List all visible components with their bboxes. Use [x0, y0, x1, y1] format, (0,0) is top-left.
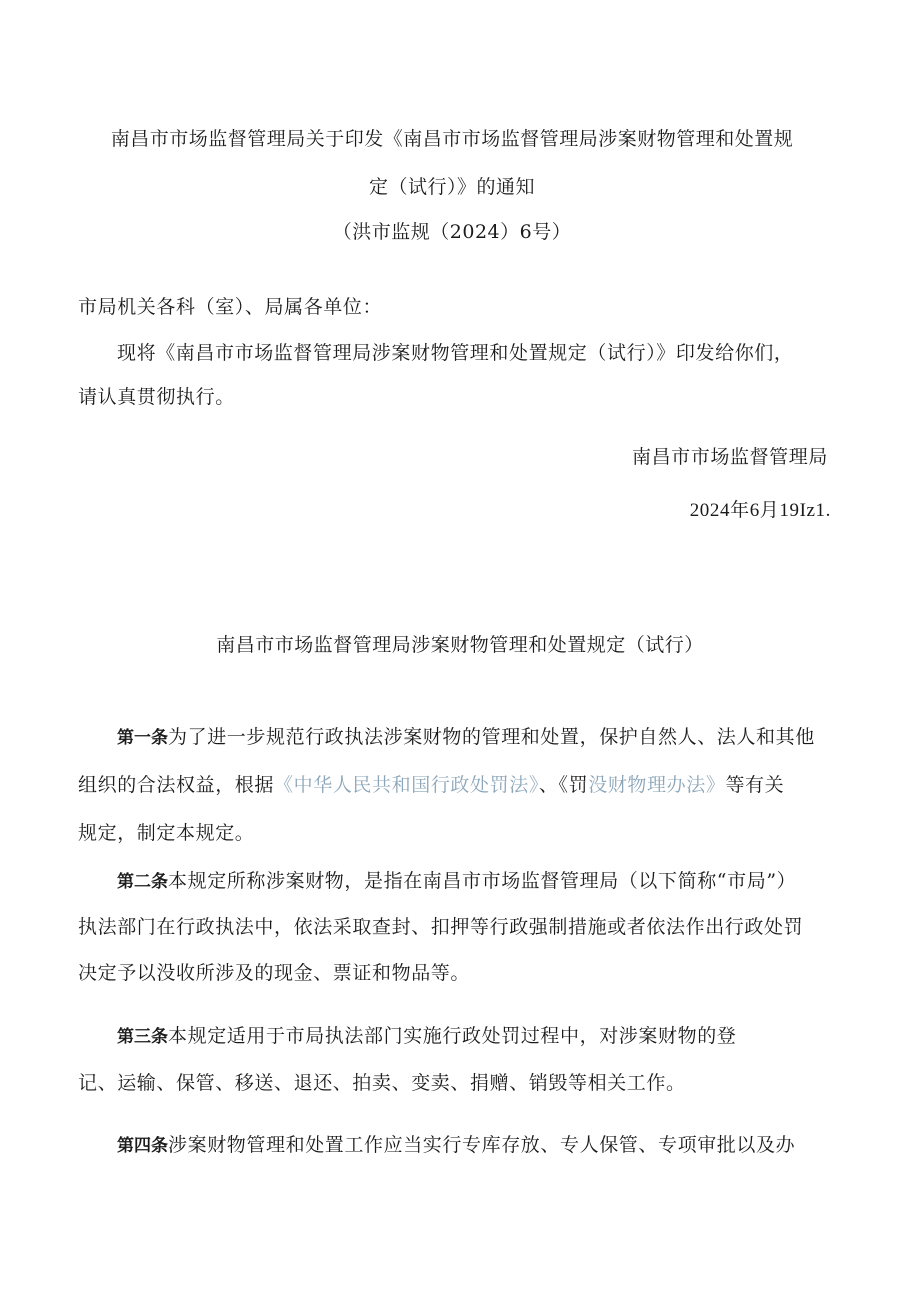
- article-2-line-2: 执法部门在行政执法中，依法采取查封、扣押等行政强制措施或者依法作出行政处罚: [78, 916, 804, 938]
- article-3-text: 本规定适用于市局执法部门实施行政处罚过程中，对涉案财物的登: [168, 1025, 737, 1047]
- notice-title-line-2: 定（试行）》的通知: [368, 176, 535, 198]
- notice-title-line-1: 南昌市市场监督管理局关于印发《南昌市市场监督管理局涉案财物管理和处置规: [110, 128, 794, 150]
- article-4-label: 第四条: [117, 1136, 168, 1156]
- article-1-line-2: [78, 770, 784, 797]
- confiscated-property-measures-link[interactable]: 没财物理办法》: [588, 774, 726, 796]
- article-2-line-1: [117, 866, 796, 893]
- article-1-text-post: 等有关: [725, 774, 785, 796]
- notice-body-line-1: 现将《南昌市市场监督管理局涉案财物管理和处置规定（试行）》印发给你们，: [117, 342, 794, 364]
- article-1-label: 第一条: [117, 728, 168, 748]
- regulation-title: 南昌市市场监督管理局涉案财物管理和处置规定（试行）: [216, 634, 704, 656]
- addressee: 市局机关各科（室）、局属各单位：: [78, 296, 383, 318]
- article-3-line-1: [117, 1021, 736, 1048]
- article-1-text-pre: 组织的合法权益，根据: [78, 774, 275, 796]
- article-2-text: 本规定所称涉案财物，是指在南昌市市场监督管理局（以下简称“市局”）: [168, 870, 797, 892]
- article-1-line-3: 规定，制定本规定。: [78, 822, 255, 844]
- article-2-label: 第二条: [117, 872, 168, 892]
- article-1-line-1: [117, 722, 815, 749]
- document-number: （洪市监规（2024）6号）: [332, 221, 572, 243]
- issuer-signature: 南昌市市场监督管理局: [631, 446, 828, 468]
- article-3-label: 第三条: [117, 1027, 168, 1047]
- article-4-line-1: [117, 1130, 795, 1157]
- notice-body-line-2: 请认真贯彻执行。: [78, 386, 235, 408]
- issue-date: 2024年6月19Iz1.: [689, 500, 831, 521]
- article-3-line-2: 记、运输、保管、移送、退还、拍卖、变卖、捐赠、销毁等相关工作。: [78, 1072, 686, 1094]
- admin-penalty-law-link[interactable]: 《中华人民共和国行政处罚法》: [274, 774, 539, 796]
- article-1-text-mid: 、《罚: [538, 774, 589, 796]
- article-1-text: 为了进一步规范行政执法涉案财物的管理和处置，保护自然人、法人和其他: [168, 726, 815, 748]
- article-2-line-3: 决定予以没收所涉及的现金、票证和物品等。: [78, 962, 471, 984]
- article-4-text: 涉案财物管理和处置工作应当实行专库存放、专人保管、专项审批以及办: [168, 1134, 796, 1156]
